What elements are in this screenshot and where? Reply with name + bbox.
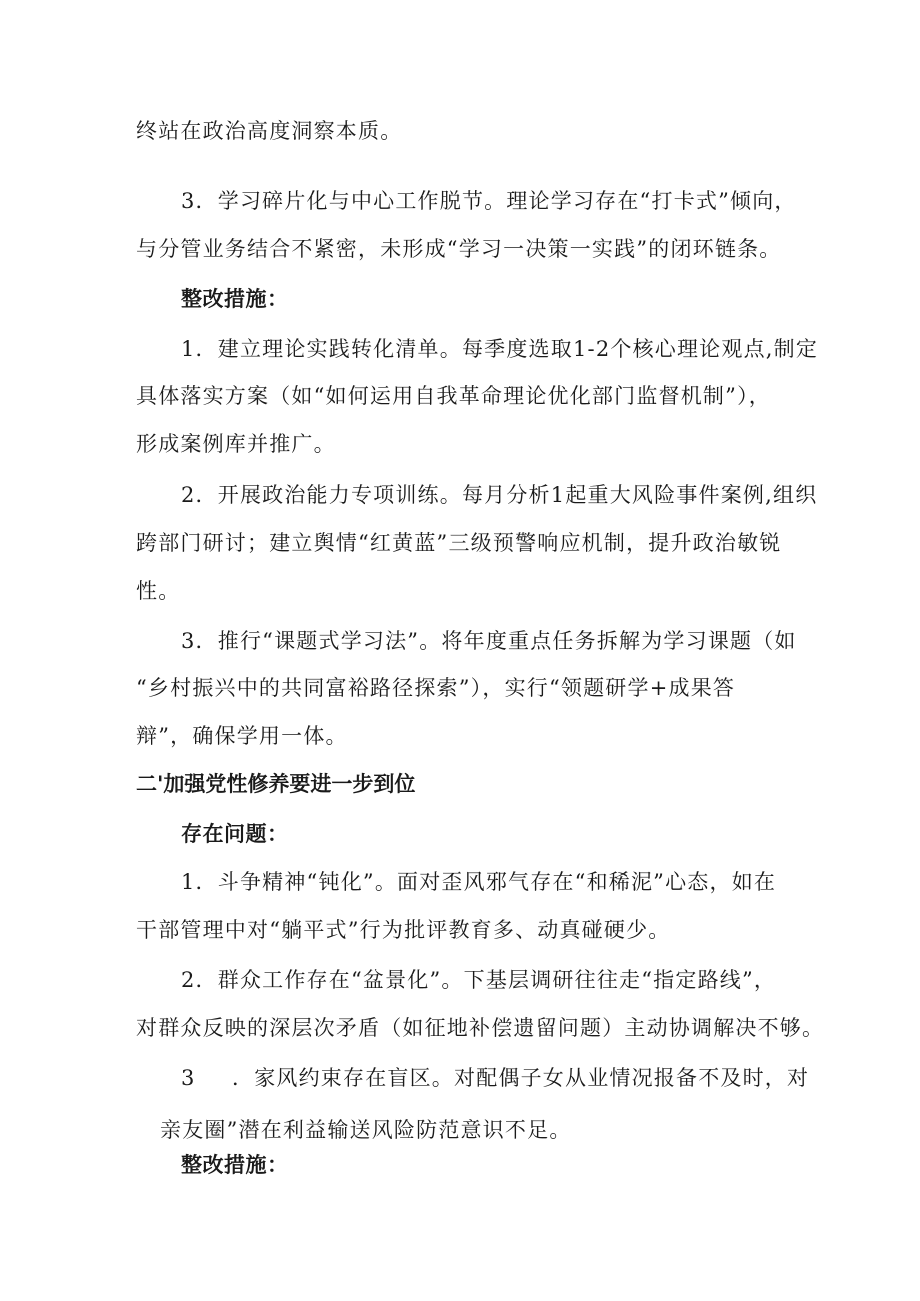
issue-3-line-1: ．家风约束存在盲区。对配偶子女从业情况报备不及时，对 xyxy=(232,1066,810,1090)
measure-3-line-1: 3．推行“课题式学习法”。将年度重点任务拆解为学习课题（如 xyxy=(181,629,797,653)
section-heading: 二'加强党性修养要进一步到位 xyxy=(136,772,416,796)
measure-2-line-1: 2．开展政治能力专项训练。每月分析1起重大风险事件案例,组织 xyxy=(181,483,818,507)
measure-2-line-3: 性。 xyxy=(136,579,181,603)
measure-3-line-2: “乡村振兴中的共同富裕路径探索”），实行“领题研学+成果答 xyxy=(136,676,736,700)
measure-1-line-2: 具体落实方案（如“如何运用自我革命理论优化部门监督机制”）， xyxy=(136,384,771,408)
measures-label-2: 整改措施： xyxy=(181,1153,289,1177)
problem-3-line-1: 3．学习碎片化与中心工作脱节。理论学习存在“打卡式”倾向， xyxy=(181,189,797,213)
measures-label: 整改措施： xyxy=(181,287,289,311)
issue-3-number: 3 xyxy=(181,1066,196,1090)
issue-3-line-2: 亲友圈”潜在利益输送风险防范意识不足。 xyxy=(160,1118,572,1142)
paragraph-line: 终站在政治高度洞察本质。 xyxy=(136,119,403,143)
issue-1-line-2: 干部管理中对“躺平式”行为批评教育多、动真碰硬少。 xyxy=(136,918,671,942)
measure-1-line-1: 1．建立理论实践转化清单。每季度选取1-2个核心理论观点,制定 xyxy=(181,337,819,361)
issue-1-line-1: 1．斗争精神“钝化”。面对歪风邪气存在“和稀泥”心态，如在 xyxy=(181,870,777,894)
measure-3-line-3: 辩”，确保学用一体。 xyxy=(136,724,348,748)
measure-1-line-3: 形成案例库并推广。 xyxy=(136,432,336,456)
issue-2-line-1: 2．群众工作存在“盆景化”。下基层调研往往走“指定路线”， xyxy=(181,968,777,992)
problems-label: 存在问题： xyxy=(181,822,289,846)
issue-2-line-2: 对群众反映的深层次矛盾（如征地补偿遗留问题）主动协调解决不够。 xyxy=(136,1016,825,1040)
measure-2-line-2: 跨部门研讨；建立舆情“红黄蓝”三级预警响应机制，提升政治敏锐 xyxy=(136,531,782,555)
problem-3-line-2: 与分管业务结合不紧密，未形成“学习一决策一实践”的闭环链条。 xyxy=(136,237,782,261)
